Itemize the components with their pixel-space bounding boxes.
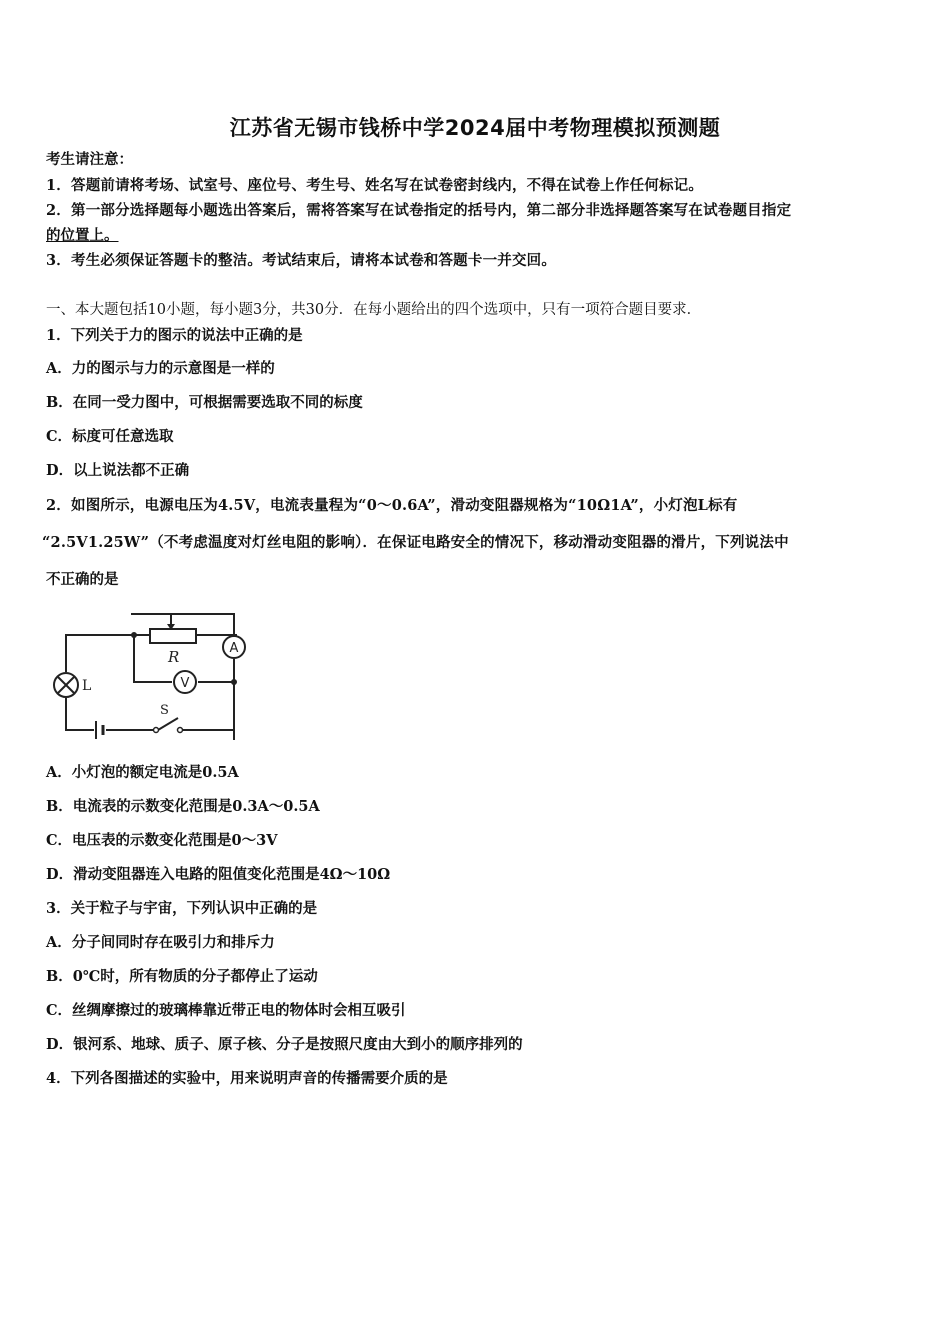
notice-item-2-cont: 的位置上。 — [46, 227, 119, 244]
section-heading: 一、本大题包括10小题，每小题3分，共30分．在每小题给出的四个选项中，只有一项符合题目要求． — [46, 302, 702, 318]
wire-bottom-left — [66, 729, 94, 730]
question-2-option-d: D．滑动变阻器连入电路的阻值变化范围是4Ω～10Ω — [46, 866, 391, 883]
switch-label: S — [160, 703, 169, 718]
notice-item-2: 2．第一部分选择题每小题选出答案后，需将答案写在试卷指定的括号内，第二部分非选择题答案写在试卷题目指定 — [46, 202, 792, 219]
question-2-stem-line-2: “2.5V1.25W”（不考虑温度对灯丝电阻的影响）．在保证电路安全的情况下，移动滑动变阻器的滑片，下列说法中 — [42, 534, 789, 551]
question-2-stem-line-3: 不正确的是 — [46, 571, 119, 588]
question-3-option-c: C．丝绸摩擦过的玻璃棒靠近带正电的物体时会相互吸引 — [46, 1002, 406, 1019]
question-3-option-a: A．分子间同时存在吸引力和排斥力 — [46, 934, 275, 951]
page-title: 江苏省无锡市钱桥中学2024届中考物理模拟预测题 — [229, 116, 721, 140]
question-3-stem: 3．关于粒子与宇宙，下列认识中正确的是 — [46, 900, 318, 917]
question-1-option-b: B．在同一受力图中，可根据需要选取不同的标度 — [46, 394, 363, 411]
resistor-label: R — [168, 648, 180, 666]
question-2-option-b: B．电流表的示数变化范围是0.3A～0.5A — [46, 798, 320, 815]
voltmeter-label: V — [180, 676, 190, 691]
question-1-option-c: C．标度可任意选取 — [46, 428, 174, 445]
ammeter-label: A — [229, 641, 239, 656]
question-4-stem: 4．下列各图描述的实验中，用来说明声音的传播需要介质的是 — [46, 1070, 448, 1087]
notice-item-1: 1．答题前请将考场、试室号、座位号、考生号、姓名写在试卷密封线内，不得在试卷上作任何标记。 — [46, 177, 704, 194]
question-2-option-a: A．小灯泡的额定电流是0.5A — [46, 764, 239, 781]
notice-heading: 考生请注意： — [46, 151, 133, 168]
switch-contact — [178, 728, 183, 733]
question-2-stem-line-1: 2．如图所示，电源电压为4.5V，电流表量程为“0～0.6A”，滑动变阻器规格为“10Ω1A”，小灯泡L标有 — [46, 497, 738, 514]
notice-item-3: 3．考生必须保证答题卡的整洁。考试结束后，请将本试卷和答题卡一并交回。 — [46, 252, 557, 269]
question-1-stem: 1．下列关于力的图示的说法中正确的是 — [46, 327, 303, 344]
resistor-body — [150, 629, 196, 643]
question-1-option-d: D．以上说法都不正确 — [46, 462, 190, 479]
question-3-option-b: B．0℃时，所有物质的分子都停止了运动 — [46, 968, 318, 985]
question-1-option-a: A．力的图示与力的示意图是一样的 — [46, 360, 275, 377]
junction-dot — [231, 679, 237, 685]
question-2-option-c: C．电压表的示数变化范围是0～3V — [46, 832, 278, 849]
switch-blade — [158, 718, 178, 730]
lamp-label: L — [82, 678, 92, 694]
question-3-option-d: D．银河系、地球、质子、原子核、分子是按照尺度由大到小的顺序排列的 — [46, 1036, 523, 1053]
switch-contact — [154, 728, 159, 733]
junction-dot — [131, 632, 137, 638]
circuit-diagram — [46, 602, 256, 744]
